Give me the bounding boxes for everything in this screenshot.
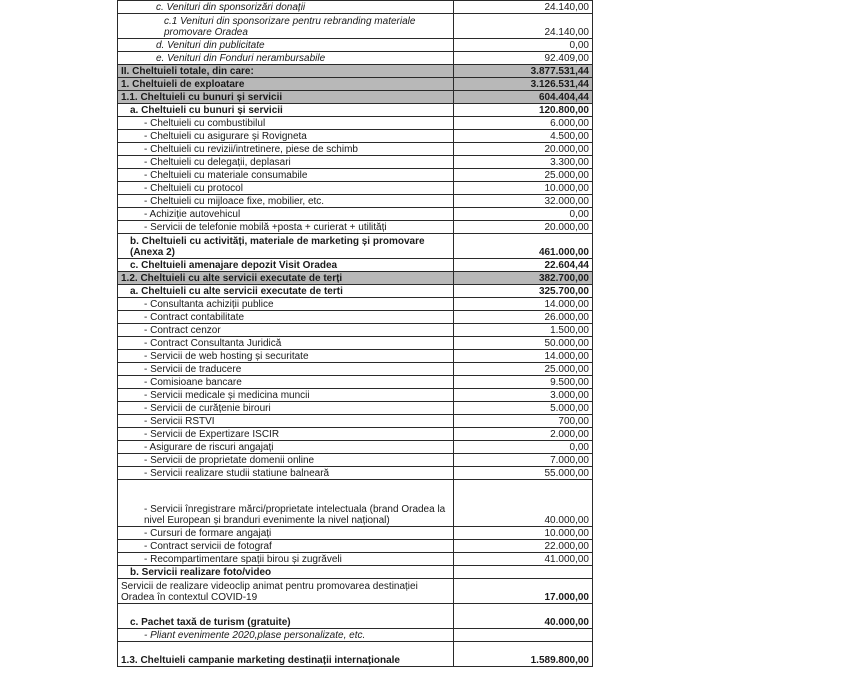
budget-row xyxy=(118,428,593,441)
budget-row xyxy=(118,454,593,467)
row-label: - Servicii RSTVI xyxy=(118,415,454,428)
budget-row xyxy=(118,337,593,350)
budget-row xyxy=(118,195,593,208)
row-amount: 3.300,00 xyxy=(454,156,593,169)
row-amount: 20.000,00 xyxy=(454,221,593,234)
row-label: - Servicii de Expertizare ISCIR xyxy=(118,428,454,441)
row-amount: 10.000,00 xyxy=(454,182,593,195)
row-label: - Cheltuieli cu mijloace fixe, mobilier, etc. xyxy=(118,195,454,208)
budget-row xyxy=(118,1,593,14)
row-label: - Pliant evenimente 2020,plase personalizate, etc. xyxy=(118,629,454,642)
row-label: - Servicii de proprietate domenii online xyxy=(118,454,454,467)
row-label: - Servicii medicale și medicina muncii xyxy=(118,389,454,402)
row-label: b. Servicii realizare foto/video xyxy=(118,566,454,579)
row-amount: 0,00 xyxy=(454,208,593,221)
row-label: II. Cheltuieli totale, din care: xyxy=(118,65,454,78)
row-label: 1. Cheltuieli de exploatare xyxy=(118,78,454,91)
row-amount: 3.000,00 xyxy=(454,389,593,402)
budget-row xyxy=(118,130,593,143)
row-label: - Cheltuieli cu protocol xyxy=(118,182,454,195)
budget-row xyxy=(118,629,593,642)
budget-row xyxy=(118,527,593,540)
row-label: 1.1. Cheltuieli cu bunuri și servicii xyxy=(118,91,454,104)
row-amount: 0,00 xyxy=(454,39,593,52)
row-label: - Cheltuieli cu asigurare și Rovigneta xyxy=(118,130,454,143)
row-label: - Servicii de telefonie mobilă +posta + curierat + utilități xyxy=(118,221,454,234)
row-amount: 14.000,00 xyxy=(454,350,593,363)
row-amount: 17.000,00 xyxy=(454,579,593,604)
row-label: - Cheltuieli cu materiale consumabile xyxy=(118,169,454,182)
budget-row xyxy=(118,117,593,130)
row-amount: 40.000,00 xyxy=(454,604,593,629)
budget-row xyxy=(118,311,593,324)
row-amount: 120.800,00 xyxy=(454,104,593,117)
budget-row xyxy=(118,480,593,527)
row-amount: 41.000,00 xyxy=(454,553,593,566)
row-label: c. Pachet taxă de turism (gratuite) xyxy=(118,604,454,629)
budget-row xyxy=(118,540,593,553)
row-amount: 14.000,00 xyxy=(454,298,593,311)
row-label: - Servicii de traducere xyxy=(118,363,454,376)
row-label: - Servicii de web hosting și securitate xyxy=(118,350,454,363)
row-amount: 3.126.531,44 xyxy=(454,78,593,91)
row-label: Servicii de realizare videoclip animat pentru promovarea destinației Oradea în contextul COVID-19 xyxy=(118,579,454,604)
row-amount: 0,00 xyxy=(454,441,593,454)
budget-row xyxy=(118,415,593,428)
row-amount: 40.000,00 xyxy=(454,480,593,527)
row-amount: 24.140,00 xyxy=(454,1,593,14)
row-amount: 7.000,00 xyxy=(454,454,593,467)
row-label: c. Venituri din sponsorizări donații xyxy=(118,1,454,14)
row-amount: 10.000,00 xyxy=(454,527,593,540)
row-amount: 461.000,00 xyxy=(454,234,593,259)
row-amount: 50.000,00 xyxy=(454,337,593,350)
budget-row xyxy=(118,259,593,272)
budget-row xyxy=(118,78,593,91)
row-amount: 3.877.531,44 xyxy=(454,65,593,78)
budget-row xyxy=(118,285,593,298)
row-label: - Servicii de curățenie birouri xyxy=(118,402,454,415)
row-amount: 1.500,00 xyxy=(454,324,593,337)
row-label: - Asigurare de riscuri angajați xyxy=(118,441,454,454)
row-label: b. Cheltuieli cu activități, materiale de marketing și promovare (Anexa 2) xyxy=(118,234,454,259)
row-amount: 22.000,00 xyxy=(454,540,593,553)
budget-table xyxy=(117,0,593,667)
row-label: - Achiziție autovehicul xyxy=(118,208,454,221)
budget-row xyxy=(118,91,593,104)
budget-row xyxy=(118,642,593,667)
row-amount: 22.604,44 xyxy=(454,259,593,272)
budget-row xyxy=(118,350,593,363)
row-label: - Cheltuieli cu revizii/intretinere, piese de schimb xyxy=(118,143,454,156)
row-label: e. Venituri din Fonduri nerambursabile xyxy=(118,52,454,65)
budget-row xyxy=(118,39,593,52)
row-amount: 32.000,00 xyxy=(454,195,593,208)
row-label: - Cursuri de formare angajați xyxy=(118,527,454,540)
budget-row xyxy=(118,441,593,454)
budget-row xyxy=(118,52,593,65)
budget-row xyxy=(118,169,593,182)
row-label: - Contract cenzor xyxy=(118,324,454,337)
budget-row xyxy=(118,156,593,169)
row-amount: 382.700,00 xyxy=(454,272,593,285)
budget-row xyxy=(118,376,593,389)
budget-row xyxy=(118,402,593,415)
row-amount: 25.000,00 xyxy=(454,363,593,376)
budget-table-body xyxy=(118,1,593,667)
budget-row xyxy=(118,104,593,117)
row-label: c.1 Venituri din sponsorizare pentru rebranding materiale promovare Oradea xyxy=(118,14,454,39)
row-label: - Contract Consultanta Juridică xyxy=(118,337,454,350)
row-label: c. Cheltuieli amenajare depozit Visit Oradea xyxy=(118,259,454,272)
row-amount: 55.000,00 xyxy=(454,467,593,480)
row-amount: 604.404,44 xyxy=(454,91,593,104)
row-label: - Contract contabilitate xyxy=(118,311,454,324)
row-label: 1.3. Cheltuieli campanie marketing destinații internaționale xyxy=(118,642,454,667)
row-amount: 700,00 xyxy=(454,415,593,428)
row-label: - Contract servicii de fotograf xyxy=(118,540,454,553)
budget-row xyxy=(118,65,593,78)
row-amount: 6.000,00 xyxy=(454,117,593,130)
row-label: - Cheltuieli cu delegații, deplasari xyxy=(118,156,454,169)
budget-row xyxy=(118,272,593,285)
row-label: 1.2. Cheltuieli cu alte servicii executate de terți xyxy=(118,272,454,285)
budget-row xyxy=(118,234,593,259)
budget-row xyxy=(118,143,593,156)
row-amount xyxy=(454,566,593,579)
row-amount: 24.140,00 xyxy=(454,14,593,39)
row-amount: 325.700,00 xyxy=(454,285,593,298)
budget-row xyxy=(118,566,593,579)
budget-row xyxy=(118,298,593,311)
budget-row xyxy=(118,182,593,195)
row-amount: 1.589.800,00 xyxy=(454,642,593,667)
row-label: - Comisioane bancare xyxy=(118,376,454,389)
budget-row xyxy=(118,221,593,234)
budget-row xyxy=(118,14,593,39)
budget-row xyxy=(118,363,593,376)
budget-row xyxy=(118,604,593,629)
row-amount: 20.000,00 xyxy=(454,143,593,156)
budget-row xyxy=(118,553,593,566)
row-label: - Servicii realizare studii statiune balneară xyxy=(118,467,454,480)
row-amount xyxy=(454,629,593,642)
row-label: - Recompartimentare spații birou și zugrăveli xyxy=(118,553,454,566)
row-amount: 5.000,00 xyxy=(454,402,593,415)
row-label: - Cheltuieli cu combustibilul xyxy=(118,117,454,130)
row-amount: 4.500,00 xyxy=(454,130,593,143)
row-amount: 92.409,00 xyxy=(454,52,593,65)
budget-row xyxy=(118,389,593,402)
row-label: - Servicii înregistrare mărci/proprietate intelectuala (brand Oradea la nivel European și branduri evenimente la nivel național) xyxy=(118,480,454,527)
budget-row xyxy=(118,467,593,480)
row-label: a. Cheltuieli cu alte servicii executate de terti xyxy=(118,285,454,298)
row-amount: 25.000,00 xyxy=(454,169,593,182)
budget-row xyxy=(118,579,593,604)
row-label: a. Cheltuieli cu bunuri și servicii xyxy=(118,104,454,117)
budget-row xyxy=(118,324,593,337)
row-amount: 26.000,00 xyxy=(454,311,593,324)
row-label: - Consultanta achiziții publice xyxy=(118,298,454,311)
row-amount: 9.500,00 xyxy=(454,376,593,389)
row-label: d. Venituri din publicitate xyxy=(118,39,454,52)
budget-row xyxy=(118,208,593,221)
row-amount: 2.000,00 xyxy=(454,428,593,441)
